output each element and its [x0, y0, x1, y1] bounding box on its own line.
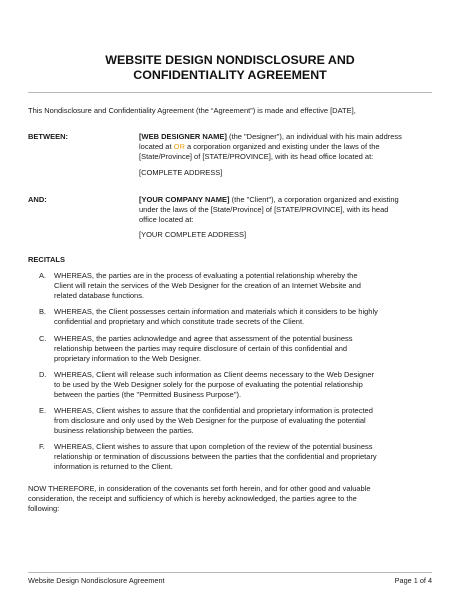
title-line-1: WEBSITE DESIGN NONDISCLOSURE AND: [105, 53, 355, 67]
recital-line: WHEREAS, Client will release such information as Client deems necessary to the Web Designer: [54, 370, 374, 379]
recital-line: WHEREAS, the Client possesses certain information and materials which it considers to be highly: [54, 307, 378, 316]
closing-line: consideration, the receipt and sufficiency of which is hereby acknowledged, the parties agree to the: [28, 494, 357, 503]
recital-letter: D.: [39, 370, 47, 379]
company-address: [YOUR COMPLETE ADDRESS]: [139, 230, 247, 239]
recital-letter: B.: [39, 307, 47, 316]
footer-page-number: Page 1 of 4: [394, 576, 432, 585]
and-label: AND:: [28, 195, 47, 204]
recital-line: business relationship between the parties.: [54, 426, 194, 435]
and-line-1: [YOUR COMPANY NAME] (the "Client"), a corporation organized and existing: [139, 195, 399, 204]
recital-line: proprietary information to the Web Designer.: [54, 354, 202, 363]
company-name: [YOUR COMPANY NAME]: [139, 195, 230, 204]
footer-document-name: Website Design Nondisclosure Agreement: [28, 576, 165, 585]
document-title: [0, 53, 460, 83]
recital-line: confidential and proprietary and which constitute trade secrets of the Client.: [54, 317, 305, 326]
closing-line: following:: [28, 504, 60, 513]
footer-rule: [28, 572, 432, 573]
between-line-2: located at OR a corporation organized and existing under the laws of the: [139, 142, 380, 151]
recital-line: Client will retain the services of the Web Designer for the creation of an Internet Website and: [54, 281, 361, 290]
designer-address: [COMPLETE ADDRESS]: [139, 168, 223, 177]
and-line-2: under the laws of the [State/Province] of [STATE/PROVINCE], with its head: [139, 205, 389, 214]
recital-letter: E.: [39, 406, 47, 415]
recitals-heading: RECITALS: [28, 255, 65, 264]
recital-line: relationship or termination of discussions between the parties that the confidential and proprietary: [54, 452, 377, 461]
closing-line: NOW THEREFORE, in consideration of the covenants set forth herein, and for other good and valuable: [28, 484, 371, 493]
recital-line: information is returned to the Client.: [54, 462, 173, 471]
between-line-1: [WEB DESIGNER NAME] (the "Designer"), an individual with his main address: [139, 132, 402, 141]
designer-name: [WEB DESIGNER NAME]: [139, 132, 227, 141]
recital-line: between the parties (the "Permitted Business Purpose").: [54, 390, 242, 399]
recital-line: from disclosure and only used by the Web Designer for the purpose of evaluating the potential: [54, 416, 366, 425]
recital-line: to be used by the Web Designer solely for the purpose of evaluating the potential relationship: [54, 380, 363, 389]
between-line-3: [State/Province] of [STATE/PROVINCE], with its head office located at:: [139, 152, 374, 161]
recital-line: WHEREAS, the parties are in the process of evaluating a potential relationship whereby the: [54, 271, 358, 280]
recital-line: relationship between the parties may require disclosure of certain of this confidential and: [54, 344, 348, 353]
between-label: BETWEEN:: [28, 132, 68, 141]
recital-letter: C.: [39, 334, 47, 343]
or-highlight: OR: [173, 142, 185, 151]
and-line-3: office located at:: [139, 215, 194, 224]
intro-paragraph: This Nondisclosure and Confidentiality Agreement (the “Agreement”) is made and effective [DATE],: [28, 106, 356, 115]
title-line-2: CONFIDENTIALITY AGREEMENT: [133, 68, 327, 82]
recital-line: related database functions.: [54, 291, 145, 300]
recital-line: WHEREAS, Client wishes to assure that the confidential and proprietary information is protected: [54, 406, 373, 415]
recital-letter: F.: [39, 442, 45, 451]
header-rule: [28, 92, 432, 93]
recital-line: WHEREAS, Client wishes to assure that upon completion of the review of the potential business: [54, 442, 373, 451]
recital-line: WHEREAS, the parties acknowledge and agree that assessment of the potential business: [54, 334, 353, 343]
recital-letter: A.: [39, 271, 47, 280]
